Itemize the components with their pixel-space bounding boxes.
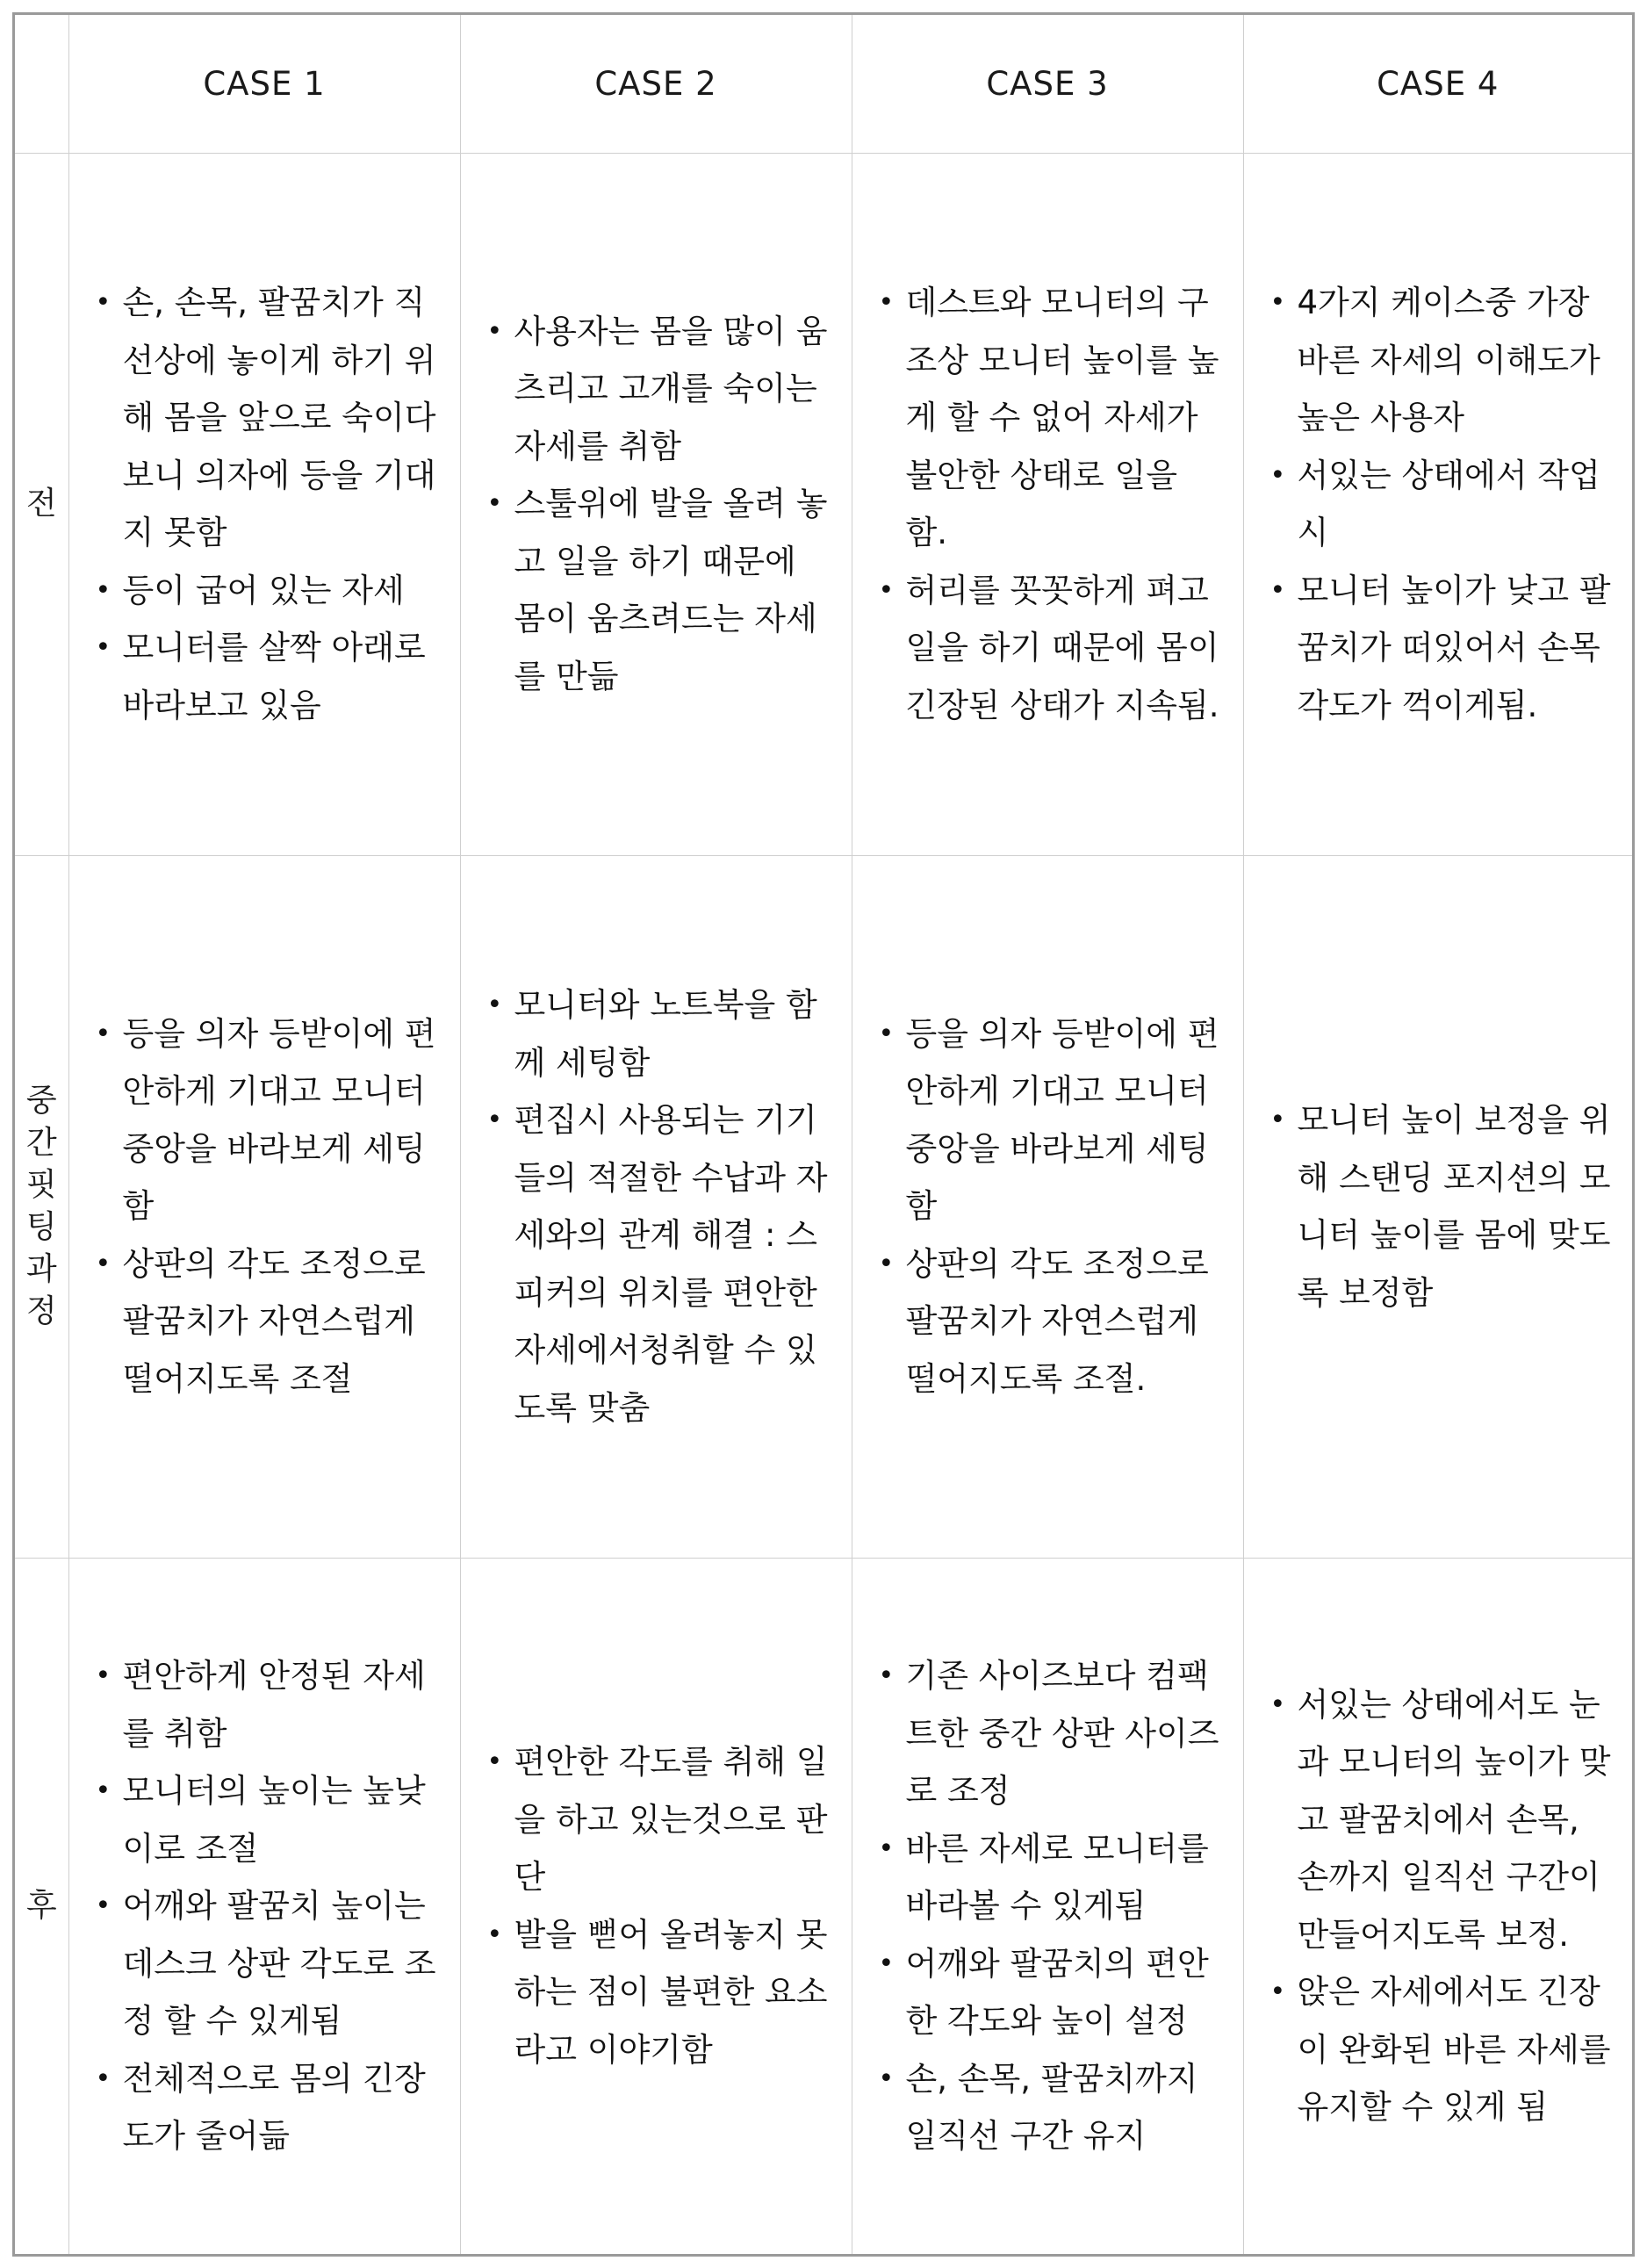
cell-case-4 xyxy=(1243,855,1632,1558)
cell-case-1 xyxy=(68,1558,460,2254)
list-item: • 편안한 각도를 취해 일을 하고 있는것으로 판단 xyxy=(487,1733,832,1906)
cell-case-2 xyxy=(460,855,852,1558)
bullet-list xyxy=(461,976,852,1436)
list-item: • 어깨와 팔꿈치 높이는 데스크 상판 각도로 조정 할 수 있게됨 xyxy=(96,1877,441,2050)
row-label-before: 전 xyxy=(15,153,68,855)
list-item: • 상판의 각도 조정으로 팔꿈치가 자연스럽게 떨어지도록 조절 xyxy=(96,1235,441,1408)
list-item: • 4가지 케이스중 가장 바른 자세의 이해도가 높은 사용자 xyxy=(1270,274,1614,447)
list-item: • 상판의 각도 조정으로 팔꿈치가 자연스럽게 떨어지도록 조절. xyxy=(879,1235,1224,1408)
bullet-list xyxy=(1244,1676,1633,2136)
list-item: • 스툴위에 발을 올려 놓고 일을 하기 때문에 몸이 움츠려드는 자세를 만듦 xyxy=(487,475,832,705)
cell-case-1 xyxy=(68,153,460,855)
bullet-list xyxy=(1244,1091,1633,1321)
bullet-list xyxy=(852,1647,1243,2165)
list-item: • 바른 자세로 모니터를 바라볼 수 있게됨 xyxy=(879,1820,1224,1935)
list-item: • 편집시 사용되는 기기들의 적절한 수납과 자세와의 관계 해결 : 스피커의 위치를 편안한 자세에서청취할 수 있도록 맞춤 xyxy=(487,1091,832,1436)
cell-case-3 xyxy=(852,1558,1243,2254)
list-item: • 전체적으로 몸의 긴장도가 줄어듦 xyxy=(96,2050,441,2165)
cell-case-1 xyxy=(68,855,460,1558)
comparison-table xyxy=(15,15,1632,2254)
cell-case-3 xyxy=(852,153,1243,855)
header-case-1: CASE 1 xyxy=(68,15,460,153)
table-row xyxy=(15,855,1632,1558)
header-case-4: CASE 4 xyxy=(1243,15,1632,153)
bullet-list xyxy=(69,1005,460,1408)
list-item: • 손, 손목, 팔꿈치가 직선상에 놓이게 하기 위해 몸을 앞으로 숙이다 보니 의자에 등을 기대지 못함 xyxy=(96,274,441,562)
header-corner xyxy=(15,15,68,153)
cell-case-2 xyxy=(460,153,852,855)
list-item: • 허리를 꼿꼿하게 펴고 일을 하기 때문에 몸이 긴장된 상태가 지속됨. xyxy=(879,562,1224,735)
comparison-table-frame xyxy=(12,12,1635,2257)
list-item: • 서있는 상태에서 작업시 xyxy=(1270,447,1614,562)
list-item: • 어깨와 팔꿈치의 편안한 각도와 높이 설정 xyxy=(879,1935,1224,2050)
table-row xyxy=(15,153,1632,855)
cell-case-4 xyxy=(1243,1558,1632,2254)
bullet-list xyxy=(69,274,460,734)
list-item: • 기존 사이즈보다 컴팩트한 중간 상판 사이즈로 조정 xyxy=(879,1647,1224,1820)
bullet-list xyxy=(1244,274,1633,734)
row-label-fitting: 중 간 핏 팅 과 정 xyxy=(15,855,68,1558)
bullet-list xyxy=(461,1733,852,2078)
list-item: • 사용자는 몸을 많이 움츠리고 고개를 숙이는 자세를 취함 xyxy=(487,303,832,476)
row-label-after: 후 xyxy=(15,1558,68,2254)
list-item: • 발을 뻗어 올려놓지 못하는 점이 불편한 요소라고 이야기함 xyxy=(487,1906,832,2079)
list-item: • 모니터 높이가 낮고 팔꿈치가 떠있어서 손목 각도가 꺽이게됨. xyxy=(1270,562,1614,735)
header-case-2: CASE 2 xyxy=(460,15,852,153)
list-item: • 데스트와 모니터의 구조상 모니터 높이를 높게 할 수 없어 자세가 불안한 상태로 일을 함. xyxy=(879,274,1224,562)
bullet-list xyxy=(69,1647,460,2165)
cell-case-2 xyxy=(460,1558,852,2254)
list-item: • 모니터 높이 보정을 위해 스탠딩 포지션의 모니터 높이를 몸에 맞도록 보정함 xyxy=(1270,1091,1614,1321)
header-row xyxy=(15,15,1632,153)
cell-case-3 xyxy=(852,855,1243,1558)
list-item: • 등을 의자 등받이에 편안하게 기대고 모니터 중앙을 바라보게 세팅함 xyxy=(879,1005,1224,1235)
table-row xyxy=(15,1558,1632,2254)
list-item: • 등이 굽어 있는 자세 xyxy=(96,562,441,620)
list-item: • 모니터의 높이는 높낮이로 조절 xyxy=(96,1762,441,1877)
header-case-3: CASE 3 xyxy=(852,15,1243,153)
list-item: • 서있는 상태에서도 눈과 모니터의 높이가 맞고 팔꿈치에서 손목, 손까지 일직선 구간이 만들어지도록 보정. xyxy=(1270,1676,1614,1964)
list-item: • 등을 의자 등받이에 편안하게 기대고 모니터 중앙을 바라보게 세팅함 xyxy=(96,1005,441,1235)
list-item: • 앉은 자세에서도 긴장이 완화된 바른 자세를 유지할 수 있게 됨 xyxy=(1270,1963,1614,2136)
bullet-list xyxy=(461,303,852,706)
bullet-list xyxy=(852,1005,1243,1408)
bullet-list xyxy=(852,274,1243,734)
list-item: • 손, 손목, 팔꿈치까지 일직선 구간 유지 xyxy=(879,2050,1224,2165)
list-item: • 편안하게 안정된 자세를 취함 xyxy=(96,1647,441,1762)
cell-case-4 xyxy=(1243,153,1632,855)
list-item: • 모니터를 살짝 아래로 바라보고 있음 xyxy=(96,619,441,734)
list-item: • 모니터와 노트북을 함께 세팅함 xyxy=(487,976,832,1091)
